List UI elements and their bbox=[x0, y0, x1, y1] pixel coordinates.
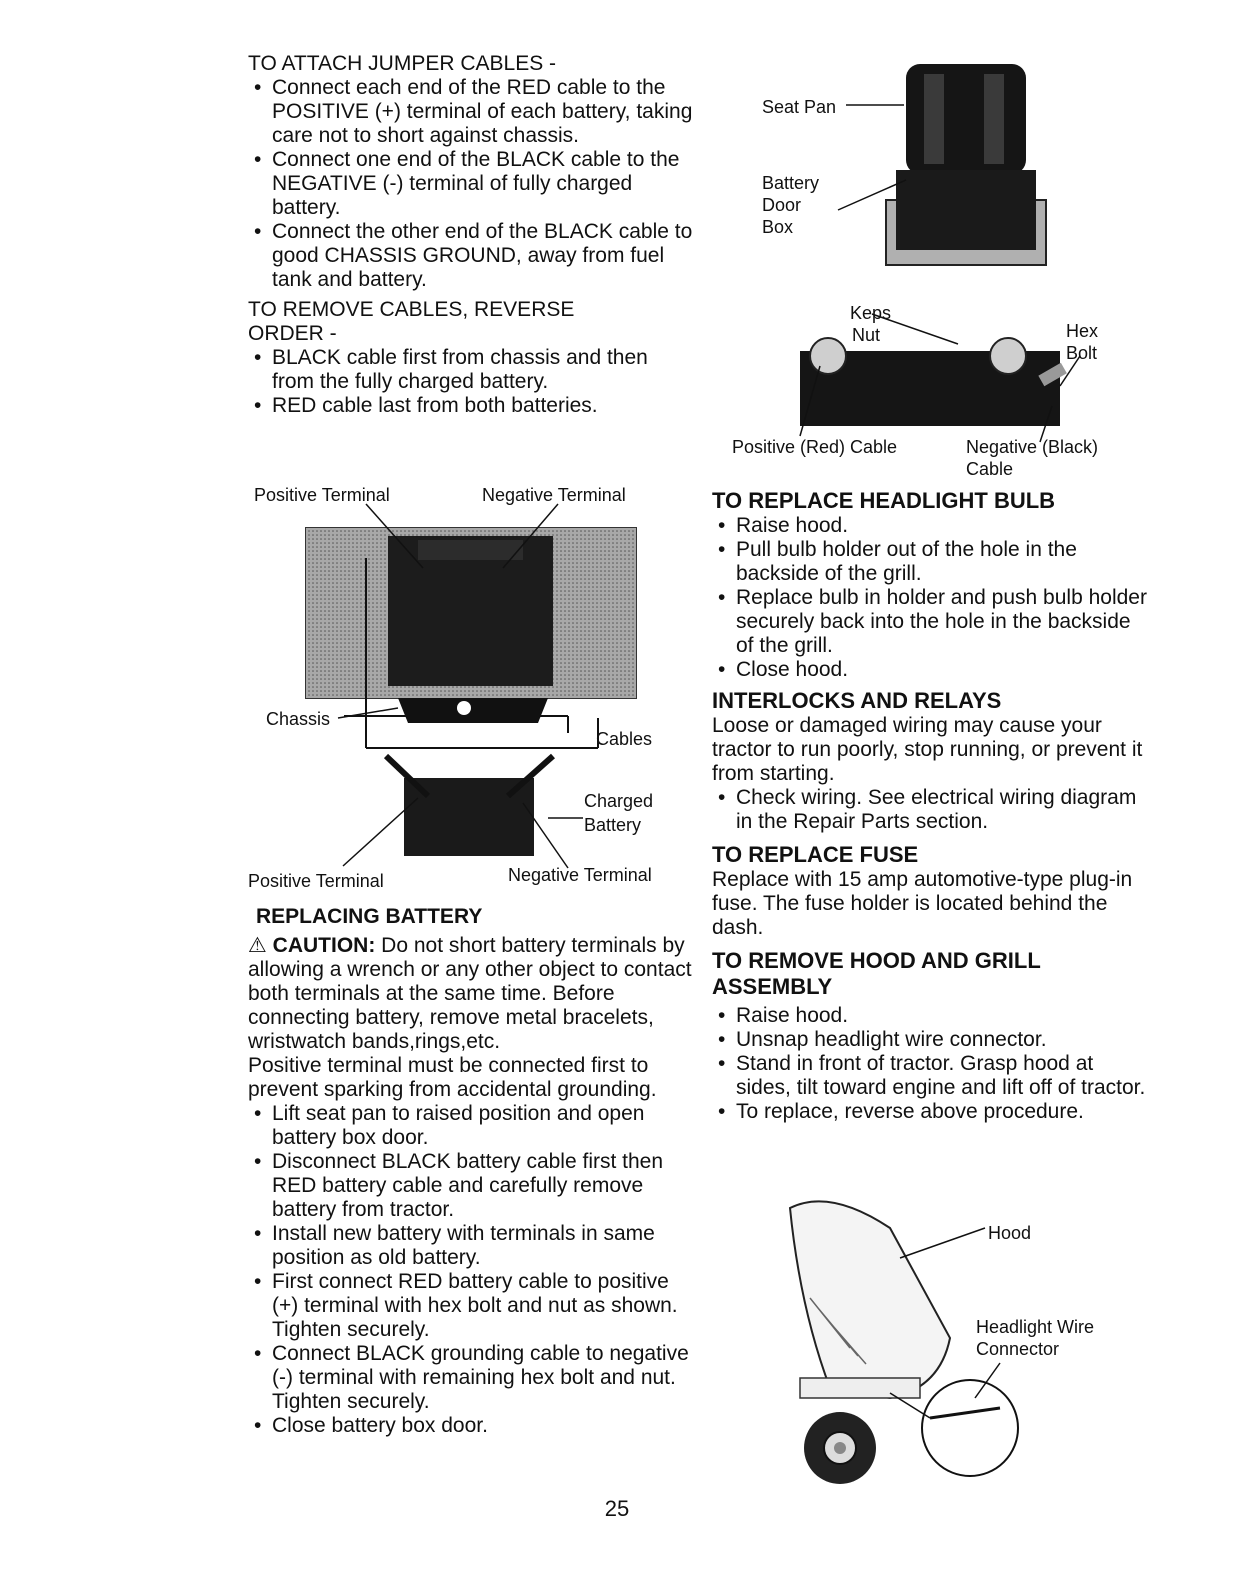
list-item: • Raise hood. bbox=[712, 514, 1152, 538]
list-item: • Lift seat pan to raised position and open battery box door. bbox=[248, 1102, 693, 1150]
interlocks-text: Loose or damaged wiring may cause your tractor to run poorly, stop running, or prevent it from starting. bbox=[712, 714, 1143, 785]
page-number: 25 bbox=[604, 1496, 630, 1521]
caution-paragraph bbox=[248, 934, 693, 1054]
list-item: • Close hood. bbox=[712, 658, 1152, 682]
chassis-label: Chassis bbox=[266, 709, 331, 729]
positive-terminal-label-bottom: Positive Terminal bbox=[248, 871, 384, 891]
list-item: • Close battery box door. bbox=[248, 1414, 693, 1438]
replacing-battery-section bbox=[248, 904, 693, 1438]
battery-label: Battery bbox=[584, 815, 642, 835]
positive-terminal-label: Positive Terminal bbox=[254, 485, 390, 505]
list-item: • Connect each end of the RED cable to the POSITIVE (+) terminal of each battery, taking care not to short against chassis. bbox=[248, 76, 693, 148]
warning-icon: ⚠ bbox=[248, 934, 267, 957]
bolt-label: Bolt bbox=[1066, 343, 1098, 363]
hex-label: Hex bbox=[1066, 321, 1099, 341]
seat-pan-illustration bbox=[756, 60, 1056, 270]
caution-label: CAUTION: bbox=[272, 934, 376, 957]
seat-pan-label: Seat Pan bbox=[762, 97, 837, 117]
fuse-text: Replace with 15 amp automotive-type plug-in fuse. The fuse holder is located behind the dash. bbox=[712, 868, 1133, 939]
jumper-cable-figure bbox=[248, 478, 688, 898]
list-item: • Connect one end of the BLACK cable to the NEGATIVE (-) terminal of fully charged battery. bbox=[248, 148, 693, 220]
headlight-heading: TO REPLACE HEADLIGHT BULB bbox=[712, 488, 1056, 513]
seat-pan-figure bbox=[756, 60, 1056, 270]
connector-label: Connector bbox=[976, 1339, 1060, 1359]
positive-cable-label: Positive (Red) Cable bbox=[732, 437, 898, 457]
headlight-steps bbox=[712, 514, 1152, 682]
interlocks-heading: INTERLOCKS AND RELAYS bbox=[712, 688, 1002, 713]
remove-steps bbox=[248, 346, 693, 418]
hood-heading: TO REMOVE HOOD AND GRILL ASSEMBLY bbox=[712, 948, 1041, 999]
right-column-text bbox=[712, 488, 1152, 1124]
list-item: • Install new battery with terminals in same position as old battery. bbox=[248, 1222, 693, 1270]
list-item: • First connect RED battery cable to positive (+) terminal with hex bolt and nut as shown. Tighten securely. bbox=[248, 1270, 693, 1342]
attach-heading: TO ATTACH JUMPER CABLES - bbox=[248, 52, 557, 75]
hood-label: Hood bbox=[988, 1223, 1032, 1243]
battery-door-label: Battery bbox=[762, 173, 820, 193]
negative-terminal-label-bottom: Negative Terminal bbox=[508, 865, 652, 885]
negative-cable-label: Negative (Black) bbox=[966, 437, 1099, 457]
battery-terminal-figure bbox=[730, 296, 1150, 481]
hood-figure bbox=[770, 1188, 1130, 1488]
hood-illustration bbox=[770, 1188, 1130, 1488]
replacing-battery-heading: REPLACING BATTERY bbox=[256, 905, 483, 928]
list-item: • To replace, reverse above procedure. bbox=[712, 1100, 1152, 1124]
keps-label: Keps bbox=[850, 303, 892, 323]
list-item: • Connect the other end of the BLACK cable to good CHASSIS GROUND, away from fuel tank and battery. bbox=[248, 220, 693, 292]
left-column bbox=[248, 52, 693, 418]
list-item: • RED cable last from both batteries. bbox=[248, 394, 693, 418]
list-item: • Disconnect BLACK battery cable first then RED battery cable and carefully remove battery from tractor. bbox=[248, 1150, 693, 1222]
cable-label: Cable bbox=[966, 459, 1014, 479]
list-item: • Pull bulb holder out of the hole in the backside of the grill. bbox=[712, 538, 1152, 586]
positive-note: Positive terminal must be connected first to prevent sparking from accidental grounding. bbox=[248, 1054, 657, 1101]
box-label: Box bbox=[762, 217, 794, 237]
nut-label: Nut bbox=[852, 325, 881, 345]
charged-label: Charged bbox=[584, 791, 654, 811]
list-item: • Check wiring. See electrical wiring diagram in the Repair Parts section. bbox=[712, 786, 1152, 834]
list-item: • BLACK cable first from chassis and then from the fully charged battery. bbox=[248, 346, 693, 394]
hood-steps bbox=[712, 1004, 1152, 1124]
remove-heading: TO REMOVE CABLES, REVERSE ORDER - bbox=[248, 298, 575, 345]
cables-label: Cables bbox=[596, 729, 653, 749]
headlight-wire-label: Headlight Wire bbox=[976, 1317, 1095, 1337]
list-item: • Replace bulb in holder and push bulb holder securely back into the hole in the backside of the grill. bbox=[712, 586, 1152, 658]
fuse-heading: TO REPLACE FUSE bbox=[712, 842, 919, 867]
list-item: • Connect BLACK grounding cable to negative (-) terminal with remaining hex bolt and nut. Tighten securely. bbox=[248, 1342, 693, 1414]
list-item: • Unsnap headlight wire connector. bbox=[712, 1028, 1152, 1052]
list-item: • Stand in front of tractor. Grasp hood at sides, tilt toward engine and lift off of tractor. bbox=[712, 1052, 1152, 1100]
caution-text: Do not short battery terminals by allowing a wrench or any other object to contact both terminals at the same time. Before connecting battery, remove metal bracelets, wristwatch bands,rings,etc. bbox=[248, 934, 692, 1053]
door-label: Door bbox=[762, 195, 802, 215]
negative-terminal-label: Negative Terminal bbox=[482, 485, 626, 505]
list-item: • Raise hood. bbox=[712, 1004, 1152, 1028]
attach-steps bbox=[248, 76, 693, 292]
replace-steps bbox=[248, 1102, 693, 1438]
interlocks-steps bbox=[712, 786, 1152, 834]
